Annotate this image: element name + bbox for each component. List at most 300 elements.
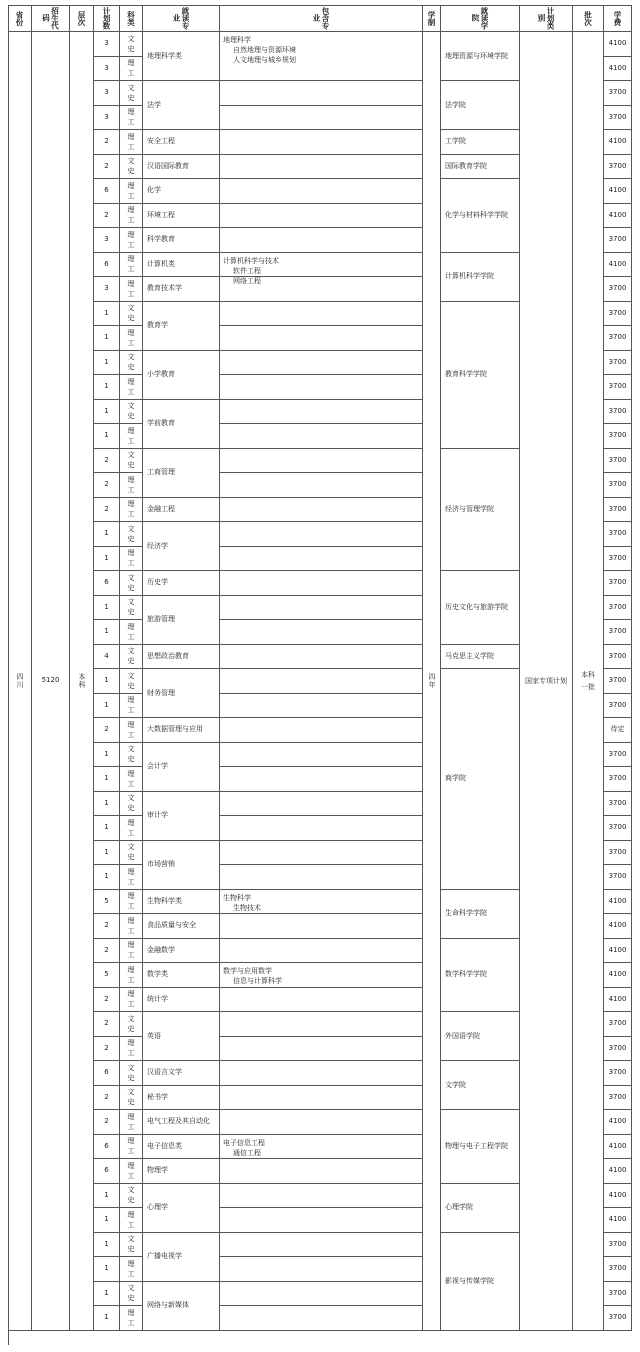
fee-value: 3700	[608, 1068, 627, 1077]
major-cell	[143, 841, 220, 890]
college-name: 心理学院	[445, 1203, 473, 1211]
major-cell	[143, 645, 220, 670]
plan-count-value: 1	[104, 1215, 109, 1224]
plan-count-cell	[94, 547, 120, 572]
plan-count-cell	[94, 424, 120, 449]
major-name: 金融工程	[147, 504, 175, 513]
subject-value: 文史	[127, 34, 135, 53]
plan-count-cell	[94, 841, 120, 866]
subject-value: 文史	[127, 573, 135, 592]
subject-cell	[120, 743, 143, 768]
college-name: 工学院	[445, 137, 466, 146]
plan-count-value: 5	[104, 970, 109, 979]
major-cell	[143, 302, 220, 351]
major-name: 心理学	[147, 1203, 168, 1211]
plan-count-cell	[94, 179, 120, 204]
major-cell	[143, 155, 220, 180]
fee-value: 待定	[610, 725, 625, 734]
plan-count-cell	[94, 816, 120, 841]
fee-cell	[604, 743, 632, 768]
major-name: 网络与新媒体	[147, 1301, 189, 1309]
plan-count-cell	[94, 155, 120, 180]
subject-value: 理工	[127, 941, 135, 960]
college-cell	[441, 179, 520, 253]
plan-count-value: 1	[104, 431, 109, 440]
subject-value: 文史	[127, 304, 135, 323]
subject-cell	[120, 841, 143, 866]
included-major: 人文地理与城乡规划	[233, 56, 296, 64]
plan-count-cell	[94, 1012, 120, 1037]
subject-cell	[120, 522, 143, 547]
major-name: 汉语国际教育	[147, 161, 189, 170]
subject-value: 理工	[127, 720, 135, 739]
plan-count-value: 2	[104, 945, 109, 954]
header-major	[143, 5, 220, 32]
college-cell	[441, 1061, 520, 1110]
subject-value: 文史	[127, 794, 135, 813]
includes-cell-empty	[220, 1061, 423, 1086]
fee-value: 3700	[608, 480, 627, 489]
subject-value: 理工	[127, 916, 135, 935]
subject-value: 理工	[127, 1039, 135, 1058]
includes-cell-empty	[220, 277, 423, 302]
subject-cell	[120, 1159, 143, 1184]
includes-cell-empty	[220, 424, 423, 449]
major-name: 审计学	[147, 811, 168, 819]
fee-value: 3700	[608, 651, 627, 660]
subject-value: 理工	[127, 622, 135, 641]
major-cell	[143, 1233, 220, 1282]
fee-cell	[604, 547, 632, 572]
subject-value: 理工	[127, 990, 135, 1009]
fee-cell	[604, 841, 632, 866]
major-cell	[143, 669, 220, 718]
included-major: 通信工程	[233, 1148, 261, 1157]
subject-cell	[120, 57, 143, 82]
fee-cell	[604, 498, 632, 523]
college-name: 数学科学学院	[445, 970, 487, 979]
subject-cell	[120, 179, 143, 204]
plan-type-cell	[520, 32, 573, 1331]
plan-count-value: 6	[104, 186, 109, 195]
plan-count-value: 1	[104, 1239, 109, 1248]
fee-cell	[604, 767, 632, 792]
enrollment-plan-table	[8, 5, 632, 1345]
fee-value: 3700	[608, 627, 627, 636]
college-cell	[441, 645, 520, 670]
header-label: 计划类别	[537, 6, 555, 30]
plan-count-cell	[94, 792, 120, 817]
includes-cell	[220, 32, 423, 81]
major-name: 市场营销	[147, 860, 175, 868]
major-cell	[143, 81, 220, 130]
includes-cell-empty	[220, 988, 423, 1013]
includes-cell-empty	[220, 718, 423, 743]
subject-cell	[120, 106, 143, 131]
major-name: 旅游管理	[147, 615, 175, 623]
fee-cell	[604, 620, 632, 645]
subject-cell	[120, 473, 143, 498]
major-cell	[143, 939, 220, 964]
plan-count-value: 2	[104, 725, 109, 734]
duration-value: 四年	[428, 672, 436, 689]
code-cell	[32, 32, 70, 1331]
major-name: 物理学	[147, 1166, 168, 1175]
subject-value: 理工	[127, 132, 135, 151]
subject-value: 理工	[127, 892, 135, 911]
includes-cell-empty	[220, 939, 423, 964]
college-name: 生命科学学院	[445, 909, 487, 917]
plan-count-cell	[94, 865, 120, 890]
college-cell	[441, 890, 520, 939]
subject-value: 文史	[127, 745, 135, 764]
fee-cell	[604, 1282, 632, 1307]
fee-cell	[604, 277, 632, 302]
subject-cell	[120, 204, 143, 229]
plan-count-value: 2	[104, 1019, 109, 1028]
included-major: 自然地理与资源环境	[233, 46, 296, 54]
header-label: 计划数	[102, 6, 111, 30]
header-includes	[220, 5, 423, 32]
plan-count-cell	[94, 277, 120, 302]
fee-cell	[604, 718, 632, 743]
fee-value: 4100	[608, 1166, 627, 1175]
includes-cell-empty	[220, 179, 423, 204]
subject-value: 理工	[127, 1161, 135, 1180]
included-major: 电子信息工程	[223, 1138, 265, 1147]
includes-cell-empty	[220, 596, 423, 621]
major-name: 化学	[147, 186, 161, 195]
fee-cell	[604, 449, 632, 474]
major-cell	[143, 571, 220, 596]
fee-value: 3700	[608, 504, 627, 513]
subject-cell	[120, 498, 143, 523]
fee-value: 3700	[608, 284, 627, 293]
plan-count-cell	[94, 1208, 120, 1233]
plan-count-value: 3	[104, 284, 109, 293]
plan-count-cell	[94, 939, 120, 964]
subject-cell	[120, 155, 143, 180]
includes-cell-empty	[220, 400, 423, 425]
college-name: 文学院	[445, 1080, 466, 1089]
plan-count-value: 6	[104, 1068, 109, 1077]
includes-cell-empty	[220, 1184, 423, 1209]
subject-cell	[120, 130, 143, 155]
fee-value: 3700	[608, 1313, 627, 1322]
major-name: 工商管理	[147, 468, 175, 476]
includes-cell-empty	[220, 1086, 423, 1111]
fee-cell	[604, 571, 632, 596]
header-plan-type	[520, 5, 573, 32]
major-name: 科学教育	[147, 235, 175, 244]
subject-value: 理工	[127, 426, 135, 445]
fee-value: 3700	[608, 553, 627, 562]
fee-value: 3700	[608, 578, 627, 587]
subject-cell	[120, 890, 143, 915]
subject-cell	[120, 1110, 143, 1135]
fee-cell	[604, 1257, 632, 1282]
includes-cell-empty	[220, 302, 423, 327]
plan-count-value: 1	[104, 823, 109, 832]
subject-cell	[120, 351, 143, 376]
major-name: 小学教育	[147, 370, 175, 378]
fee-cell	[604, 400, 632, 425]
code-value: 5120	[41, 676, 60, 685]
subject-cell	[120, 792, 143, 817]
major-name: 秘书学	[147, 1092, 168, 1101]
subject-cell	[120, 596, 143, 621]
plan-count-value: 1	[104, 676, 109, 685]
fee-cell	[604, 228, 632, 253]
subject-value: 文史	[127, 843, 135, 862]
college-cell	[441, 571, 520, 645]
college-name: 马克思主义学院	[445, 651, 494, 660]
header-label: 就读学院	[471, 6, 489, 30]
subject-value: 文史	[127, 157, 135, 176]
plan-count-value: 1	[104, 553, 109, 562]
includes-cell-empty	[220, 375, 423, 400]
plan-count-cell	[94, 988, 120, 1013]
fee-value: 4100	[608, 1190, 627, 1199]
header-college	[441, 5, 520, 32]
includes-cell	[220, 1135, 423, 1160]
fee-value: 4100	[608, 970, 627, 979]
includes-cell-empty	[220, 326, 423, 351]
subject-cell	[120, 400, 143, 425]
major-cell	[143, 914, 220, 939]
plan-count-cell	[94, 1086, 120, 1111]
major-cell	[143, 596, 220, 645]
fee-value: 3700	[608, 602, 627, 611]
includes-cell-empty	[220, 914, 423, 939]
plan-count-cell	[94, 1184, 120, 1209]
major-name: 统计学	[147, 994, 168, 1003]
fee-cell	[604, 253, 632, 278]
included-major: 计算机科学与技术	[223, 256, 279, 265]
fee-value: 3700	[608, 872, 627, 881]
fee-cell	[604, 424, 632, 449]
major-cell	[143, 1086, 220, 1111]
fee-value: 3700	[608, 847, 627, 856]
major-cell	[143, 351, 220, 400]
fee-value: 3700	[608, 1019, 627, 1028]
plan-count-value: 1	[104, 749, 109, 758]
subject-cell	[120, 1037, 143, 1062]
college-name: 物理与电子工程学院	[445, 1141, 508, 1150]
plan-count-cell	[94, 571, 120, 596]
subject-value: 理工	[127, 328, 135, 347]
includes-cell-empty	[220, 106, 423, 131]
plan-count-value: 4	[104, 651, 109, 660]
includes-cell-empty	[220, 1159, 423, 1184]
subject-cell	[120, 253, 143, 278]
fee-cell	[604, 1159, 632, 1184]
fee-cell	[604, 694, 632, 719]
fee-value: 3700	[608, 676, 627, 685]
plan-count-cell	[94, 1037, 120, 1062]
included-major: 信息与计算科学	[233, 977, 282, 985]
includes-cell	[220, 253, 423, 285]
includes-cell-empty	[220, 1257, 423, 1282]
major-cell	[143, 277, 220, 302]
major-cell	[143, 1012, 220, 1061]
major-cell	[143, 792, 220, 841]
fee-cell	[604, 204, 632, 229]
batch-cell	[573, 32, 604, 1331]
plan-count-cell	[94, 253, 120, 278]
plan-count-value: 2	[104, 137, 109, 146]
fee-cell	[604, 130, 632, 155]
fee-value: 3700	[608, 455, 627, 464]
plan-count-value: 2	[104, 1092, 109, 1101]
major-name: 地理科学类	[147, 51, 182, 60]
plan-count-cell	[94, 204, 120, 229]
college-name: 化学与材料科学学院	[445, 210, 508, 219]
fee-cell	[604, 106, 632, 131]
plan-count-value: 2	[104, 994, 109, 1003]
plan-count-value: 2	[104, 1117, 109, 1126]
subject-value: 理工	[127, 549, 135, 568]
fee-value: 4100	[608, 210, 627, 219]
plan-count-cell	[94, 718, 120, 743]
includes-cell-empty	[220, 841, 423, 866]
major-name: 法学	[147, 100, 161, 109]
fee-value: 3700	[608, 382, 627, 391]
fee-value: 3700	[608, 700, 627, 709]
includes-cell-empty	[220, 155, 423, 180]
batch-value: 本科一批	[581, 670, 595, 691]
subject-value: 文史	[127, 671, 135, 690]
plan-count-value: 3	[104, 39, 109, 48]
college-cell	[441, 130, 520, 155]
header-subject	[120, 5, 143, 32]
major-cell	[143, 498, 220, 523]
plan-count-cell	[94, 351, 120, 376]
subject-cell	[120, 694, 143, 719]
fee-cell	[604, 1037, 632, 1062]
subject-cell	[120, 914, 143, 939]
plan-count-cell	[94, 473, 120, 498]
major-name: 金融数学	[147, 945, 175, 954]
fee-cell	[604, 596, 632, 621]
includes-cell-empty	[220, 1282, 423, 1307]
subject-cell	[120, 375, 143, 400]
college-name: 教育科学学院	[445, 370, 487, 378]
includes-cell-empty	[220, 694, 423, 719]
plan-count-value: 2	[104, 210, 109, 219]
plan-count-value: 6	[104, 1166, 109, 1175]
fee-value: 4100	[608, 186, 627, 195]
fee-cell	[604, 155, 632, 180]
fee-cell	[604, 351, 632, 376]
major-cell	[143, 1135, 220, 1160]
fee-value: 3700	[608, 1092, 627, 1101]
plan-count-cell	[94, 767, 120, 792]
plan-count-cell	[94, 890, 120, 915]
header-code	[32, 5, 70, 32]
fee-cell	[604, 1184, 632, 1209]
plan-count-value: 1	[104, 357, 109, 366]
plan-count-cell	[94, 106, 120, 131]
included-major: 数学与应用数学	[223, 967, 272, 975]
subject-cell	[120, 1306, 143, 1331]
fee-cell	[604, 1061, 632, 1086]
major-cell	[143, 963, 220, 988]
includes-cell-empty	[220, 1306, 423, 1331]
subject-value: 文史	[127, 402, 135, 421]
plan-count-cell	[94, 302, 120, 327]
included-major: 地理科学	[223, 36, 251, 44]
subject-value: 理工	[127, 867, 135, 886]
major-name: 广播电视学	[147, 1252, 182, 1260]
fee-value: 3700	[608, 235, 627, 244]
major-cell	[143, 228, 220, 253]
plan-count-cell	[94, 326, 120, 351]
plan-count-cell	[94, 498, 120, 523]
plan-count-value: 1	[104, 1313, 109, 1322]
major-name: 财务管理	[147, 688, 175, 697]
plan-count-cell	[94, 1282, 120, 1307]
fee-value: 3700	[608, 774, 627, 783]
plan-count-cell	[94, 914, 120, 939]
duration-cell	[423, 32, 441, 1331]
plan-count-cell	[94, 1233, 120, 1258]
subject-value: 理工	[127, 206, 135, 225]
includes-cell-empty	[220, 204, 423, 229]
subject-value: 理工	[127, 965, 135, 984]
subject-cell	[120, 1061, 143, 1086]
plan-count-value: 1	[104, 406, 109, 415]
fee-cell	[604, 1233, 632, 1258]
header-label: 省份	[15, 10, 24, 26]
major-name: 学前教育	[147, 419, 175, 427]
subject-cell	[120, 302, 143, 327]
subject-value: 文史	[127, 598, 135, 617]
fee-value: 3700	[608, 1239, 627, 1248]
college-name: 国际教育学院	[445, 161, 487, 170]
subject-cell	[120, 571, 143, 596]
college-name: 地理资源与环境学院	[445, 51, 508, 60]
header-plan-count	[94, 5, 120, 32]
fee-cell	[604, 939, 632, 964]
fee-cell	[604, 57, 632, 82]
plan-count-value: 1	[104, 1190, 109, 1199]
fee-value: 4100	[608, 921, 627, 930]
header-label: 科类	[126, 10, 136, 26]
plan-count-cell	[94, 694, 120, 719]
fee-cell	[604, 1110, 632, 1135]
fee-value: 3700	[608, 112, 627, 121]
included-major: 生物技术	[233, 903, 261, 912]
college-name: 计算机科学学院	[445, 272, 494, 280]
plan-count-value: 3	[104, 235, 109, 244]
major-name: 生物科学类	[147, 896, 182, 905]
college-cell	[441, 1110, 520, 1184]
subject-cell	[120, 767, 143, 792]
major-cell	[143, 1282, 220, 1331]
fee-value: 4100	[608, 994, 627, 1003]
subject-cell	[120, 277, 143, 302]
major-cell	[143, 204, 220, 229]
college-cell	[441, 1233, 520, 1331]
includes-cell-empty	[220, 1037, 423, 1062]
includes-cell-empty	[220, 743, 423, 768]
fee-cell	[604, 669, 632, 694]
plan-count-value: 1	[104, 1288, 109, 1297]
subject-value: 理工	[127, 500, 135, 519]
subject-cell	[120, 1135, 143, 1160]
fee-cell	[604, 988, 632, 1013]
